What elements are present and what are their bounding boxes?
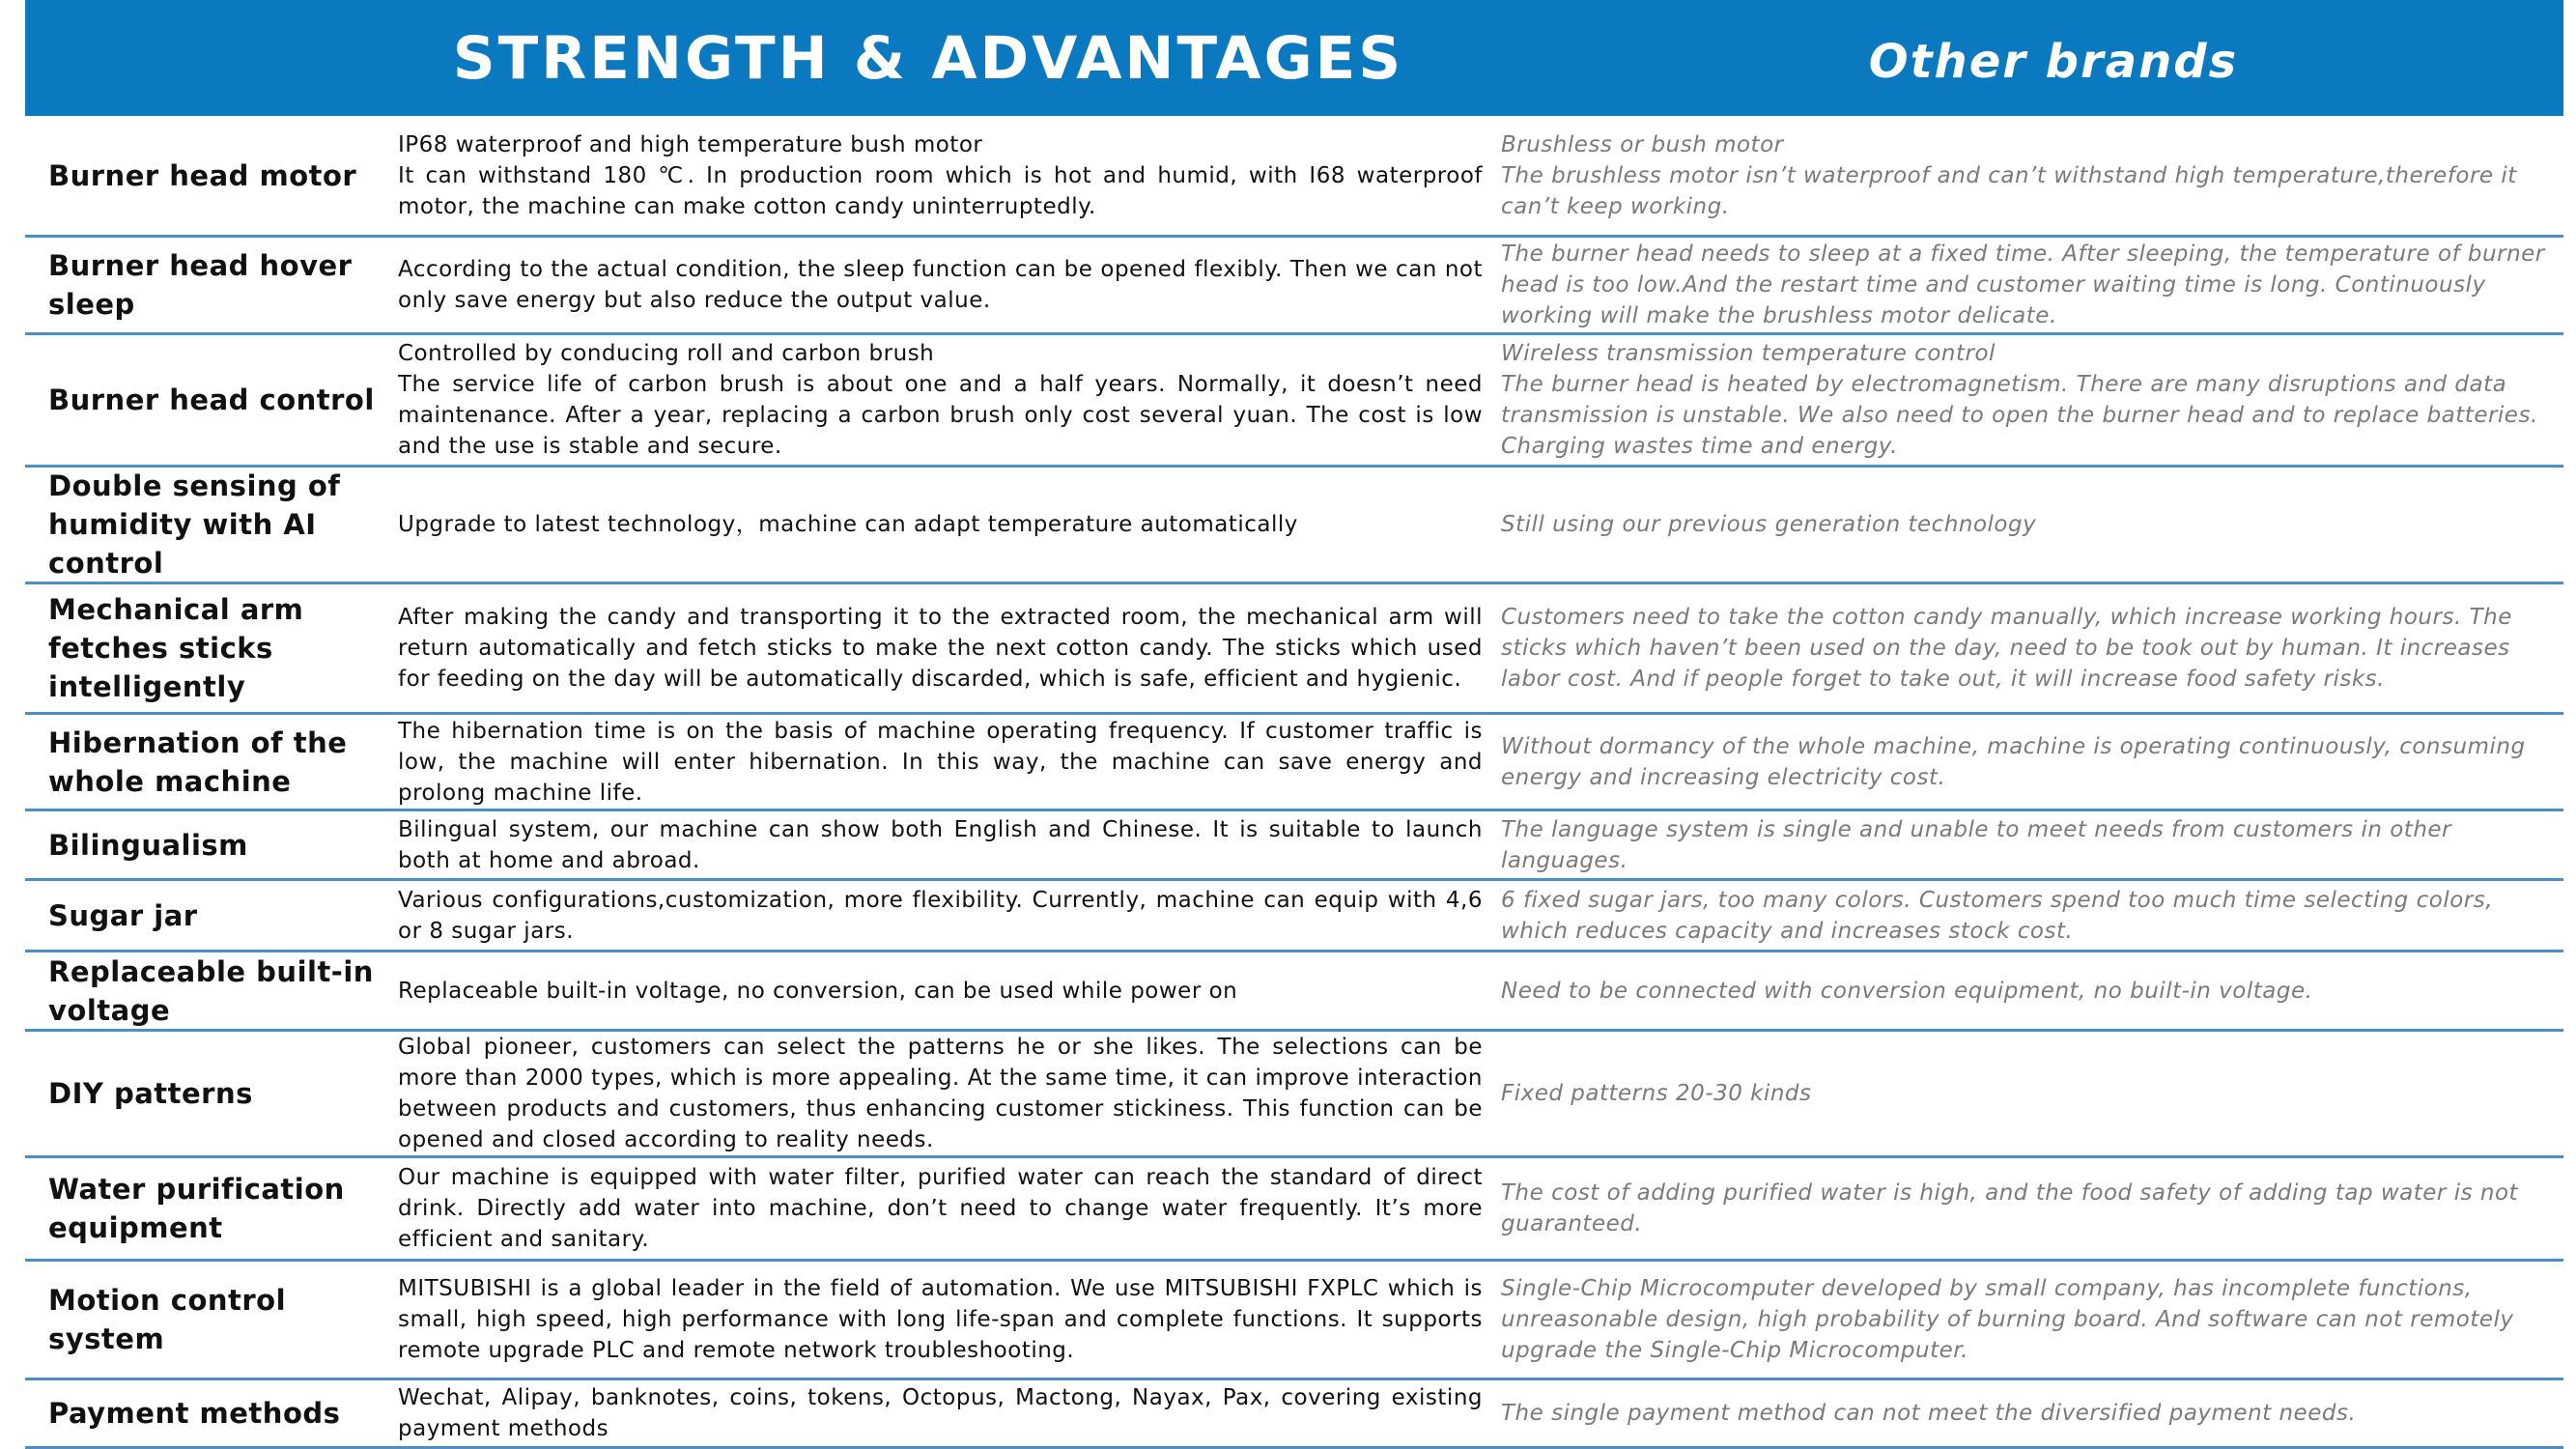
our-advantage-text	[398, 814, 1483, 876]
feature-name: Burner head hover sleep	[48, 249, 353, 321]
our-advantage-line: It can withstand 180 ℃. In production room which is hot and humid, with I68 waterproof motor, the machine can make cotton candy uninterruptedly.	[398, 162, 1483, 219]
our-advantage-text	[398, 509, 1483, 540]
other-brand-text	[1501, 239, 2562, 331]
feature-name: Motion control system	[48, 1284, 287, 1355]
feature-name: Burner head motor	[48, 158, 357, 192]
other-brand-line: The cost of adding purified water is high, and the food safety of adding tap water is not guaranteed.	[1501, 1180, 2519, 1236]
feature-name: Water purification equipment	[48, 1173, 345, 1244]
other-brand-line: Still using our previous generation technology	[1501, 512, 2037, 537]
other-brands-title: Other brands	[1868, 35, 2239, 89]
other-brand-line: The language system is single and unable to meet needs from customers in other languages.	[1501, 816, 2452, 873]
other-brand-text	[1501, 1398, 2562, 1429]
table-row	[25, 584, 2563, 715]
feature-name: Burner head control	[48, 384, 375, 416]
other-brand-line: Brushless or bush motor	[1501, 131, 1784, 157]
feature-name: Payment methods	[48, 1397, 341, 1430]
other-brand-text	[1501, 814, 2562, 876]
other-brand-text	[1501, 1078, 2562, 1109]
table-row	[25, 238, 2563, 335]
table-row	[25, 952, 2563, 1032]
our-advantage-text	[398, 602, 1483, 695]
table-row	[25, 1262, 2563, 1380]
our-advantage-text	[398, 129, 1483, 222]
other-brand-text	[1501, 1273, 2562, 1366]
other-brand-line: Fixed patterns 20-30 kinds	[1501, 1081, 1812, 1106]
table-row	[25, 715, 2563, 811]
other-brand-line: Customers need to take the cotton candy manually, which increase working hours. The sticks which haven’t been used on the day, need to be took out by human. It increases labor cost. And if people forget to take out, it will increase food safety risks.	[1501, 605, 2512, 692]
other-brand-text	[1501, 602, 2562, 695]
our-advantage-line: The service life of carbon brush is about one and a half years. Normally, it doesn’t need maintenance. After a year, replacing a carbon brush only cost several yuan. The cost is low and the use is stable and secure.	[398, 372, 1483, 459]
feature-name: DIY patterns	[48, 1077, 253, 1110]
comparison-table	[25, 116, 2563, 1449]
other-brand-line: 6 fixed sugar jars, too many colors. Customers spend too much time selecting colors, which reduces capacity and increases stock cost.	[1501, 887, 2494, 944]
our-advantage-line: Replaceable built-in voltage, no conversion, can be used while power on	[398, 978, 1238, 1004]
our-advantage-line: Controlled by conducing roll and carbon brush	[398, 341, 935, 366]
table-row	[25, 1032, 2563, 1158]
feature-name: Hibernation of the whole machine	[48, 725, 348, 798]
table-row	[25, 116, 2563, 238]
feature-name: Double sensing of humidity with AI control	[48, 469, 341, 580]
our-advantage-line: After making the candy and transporting it to the extracted room, the mechanical arm will return automatically and fetch sticks to make the next cotton candy. The sticks which used for feeding on the day will be automatically discarded, which is safe, efficient and hygienic.	[398, 605, 1483, 692]
our-advantage-text	[398, 1382, 1483, 1444]
our-advantage-text	[398, 338, 1483, 462]
our-advantage-line: Various configurations,customization, more flexibility. Currently, machine can equip with 4,6 or 8 sugar jars.	[398, 887, 1483, 944]
our-advantage-line: Bilingual system, our machine can show both English and Chinese. It is suitable to launch both at home and abroad.	[398, 816, 1483, 873]
our-advantage-line: Global pioneer, customers can select the patterns he or she likes. The selections can be more than 2000 types, which is more appealing. At the same time, it can improve interaction between products and customers, thus enhancing customer stickiness. This function can be opened and closed according to reality needs.	[398, 1035, 1483, 1152]
strength-advantages-title: STRENGTH & ADVANTAGES	[452, 24, 1404, 93]
table-row	[25, 811, 2563, 881]
other-brand-line: Single-Chip Microcomputer developed by small company, has incomplete functions, unreasonable design, high probability of burning board. And software can not remotely upgrade the Single-Chip Microcomputer.	[1501, 1276, 2514, 1363]
table-row	[25, 468, 2563, 584]
our-advantage-line: IP68 waterproof and high temperature bush motor	[398, 131, 983, 157]
our-advantage-text	[398, 716, 1483, 809]
our-advantage-text	[398, 1273, 1483, 1366]
table-row	[25, 1380, 2563, 1449]
other-brand-text	[1501, 129, 2562, 222]
our-advantage-line: The hibernation time is on the basis of machine operating frequency. If customer traffic is low, the machine will enter hibernation. In this way, the machine can save energy and prolong machine life.	[398, 718, 1483, 806]
our-advantage-text	[398, 1032, 1483, 1155]
feature-name: Mechanical arm fetches sticks intelligently	[48, 593, 304, 703]
feature-name: Bilingualism	[48, 828, 248, 862]
our-advantage-line: Wechat, Alipay, banknotes, coins, tokens, Octopus, Mactong, Nayax, Pax, covering existing payment methods	[398, 1385, 1483, 1441]
other-brand-line: The brushless motor isn’t waterproof and can’t withstand high temperature,therefore it can’t keep working.	[1501, 162, 2517, 219]
our-advantage-line: Our machine is equipped with water filter, purified water can reach the standard of direct drink. Directly add water into machine, don’t need to change water frequently. It’s more efficient and sanitary.	[398, 1165, 1483, 1252]
other-brand-text	[1501, 509, 2562, 540]
table-row	[25, 335, 2563, 468]
table-row	[25, 881, 2563, 952]
other-brand-text	[1501, 976, 2562, 1007]
other-brand-text	[1501, 338, 2562, 462]
our-advantage-line: Upgrade to latest technology，machine can adapt temperature automatically	[398, 512, 1298, 537]
table-row	[25, 1158, 2563, 1262]
our-advantage-text	[398, 254, 1483, 316]
our-advantage-line: According to the actual condition, the sleep function can be opened flexibly. Then we can not only save energy but also reduce the output value.	[398, 257, 1483, 313]
other-brand-line: Need to be connected with conversion equipment, no built-in voltage.	[1501, 978, 2313, 1004]
header-bar	[25, 0, 2563, 116]
feature-name: Replaceable built-in voltage	[48, 954, 374, 1027]
other-brand-text	[1501, 1178, 2562, 1239]
our-advantage-line: MITSUBISHI is a global leader in the field of automation. We use MITSUBISHI FXPLC which is small, high speed, high performance with long life-span and complete functions. It supports remote upgrade PLC and remote network troubleshooting.	[398, 1276, 1483, 1363]
other-brand-line: Wireless transmission temperature control	[1501, 341, 1996, 366]
our-advantage-text	[398, 885, 1483, 947]
other-brand-line: The burner head needs to sleep at a fixed time. After sleeping, the temperature of burner head is too low.And the restart time and customer waiting time is long. Continuously working will make the brushless motor delicate.	[1501, 242, 2545, 328]
other-brand-line: Without dormancy of the whole machine, machine is operating continuously, consuming energy and increasing electricity cost.	[1501, 733, 2526, 790]
other-brand-line: The single payment method can not meet the diversified payment needs.	[1501, 1401, 2357, 1426]
feature-name: Sugar jar	[48, 898, 198, 932]
our-advantage-text	[398, 1162, 1483, 1255]
other-brand-text	[1501, 885, 2562, 947]
other-brand-line: The burner head is heated by electromagnetism. There are many disruptions and data transmission is unstable. We also need to open the burner head and to replace batteries. Charging wastes time and energy.	[1501, 372, 2538, 459]
other-brand-text	[1501, 731, 2562, 793]
our-advantage-text	[398, 976, 1483, 1007]
